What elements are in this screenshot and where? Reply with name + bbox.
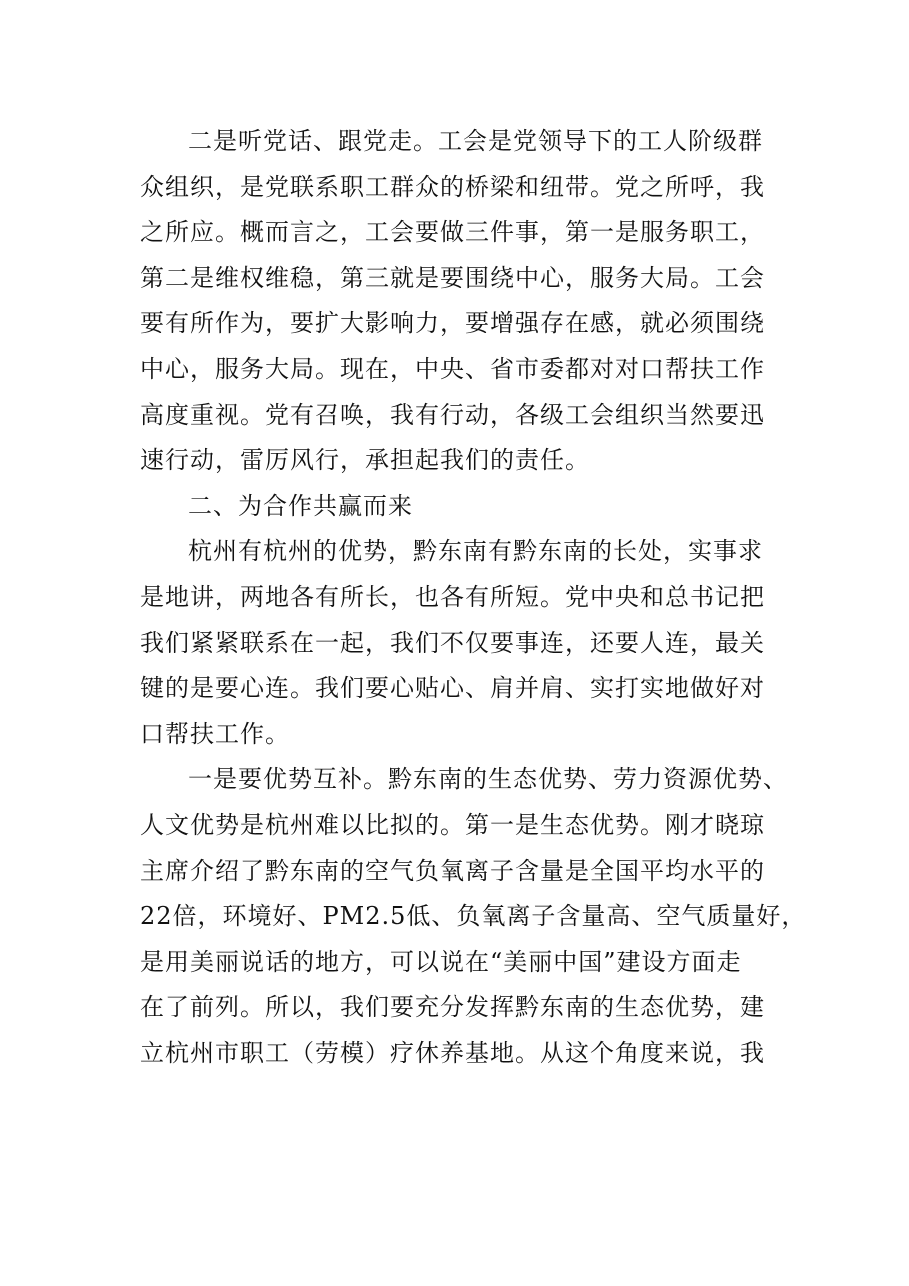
text-line: 主席介绍了黔东南的空气负氧离子含量是全国平均水平的 [140, 856, 765, 885]
text-line: 众组织，是党联系职工群众的桥梁和纽带。党之所呼，我 [140, 172, 765, 201]
text-line: 中心，服务大局。现在，中央、省市委都对对口帮扶工作 [140, 354, 765, 383]
text-line: 键的是要心连。我们要心贴心、肩并肩、实打实地做好对 [140, 674, 765, 703]
text-line: 我们紧紧联系在一起，我们不仅要事连，还要人连，最关 [140, 628, 765, 657]
text-line: 立杭州市职工（劳模）疗休养基地。从这个角度来说，我 [140, 1038, 765, 1067]
document-body [140, 119, 807, 1076]
text-line: 是用美丽说话的地方，可以说在“美丽中国”建设方面走 [140, 947, 742, 976]
text-line: 高度重视。党有召唤，我有行动，各级工会组织当然要迅 [140, 400, 765, 429]
text-line: 之所应。概而言之，工会要做三件事，第一是服务职工， [140, 218, 765, 247]
text-line: 在了前列。所以，我们要充分发挥黔东南的生态优势，建 [140, 993, 765, 1022]
text-line: 一是要优势互补。黔东南的生态优势、劳力资源优势、 [188, 765, 788, 794]
text-line: 二是听党话、跟党走。工会是党领导下的工人阶级群 [188, 127, 763, 155]
text-line: 要有所作为，要扩大影响力，要增强存在感，就必须围绕 [140, 309, 765, 338]
text-line: 人文优势是杭州难以比拟的。第一是生态优势。刚才晓琼 [140, 810, 765, 839]
text-line: 22倍，环境好、PM2.5低、负氧离子含量高、空气质量好， [140, 902, 807, 931]
text-line: 口帮扶工作。 [140, 719, 290, 748]
text-line: 速行动，雷厉风行，承担起我们的责任。 [140, 446, 590, 475]
text-line: 杭州有杭州的优势，黔东南有黔东南的长处，实事求 [188, 537, 763, 566]
text-line: 是地讲，两地各有所长，也各有所短。党中央和总书记把 [140, 582, 765, 611]
text-line: 第二是维权维稳，第三就是要围绕中心，服务大局。工会 [140, 263, 765, 292]
section-heading: 二、为合作共赢而来 [188, 491, 413, 520]
